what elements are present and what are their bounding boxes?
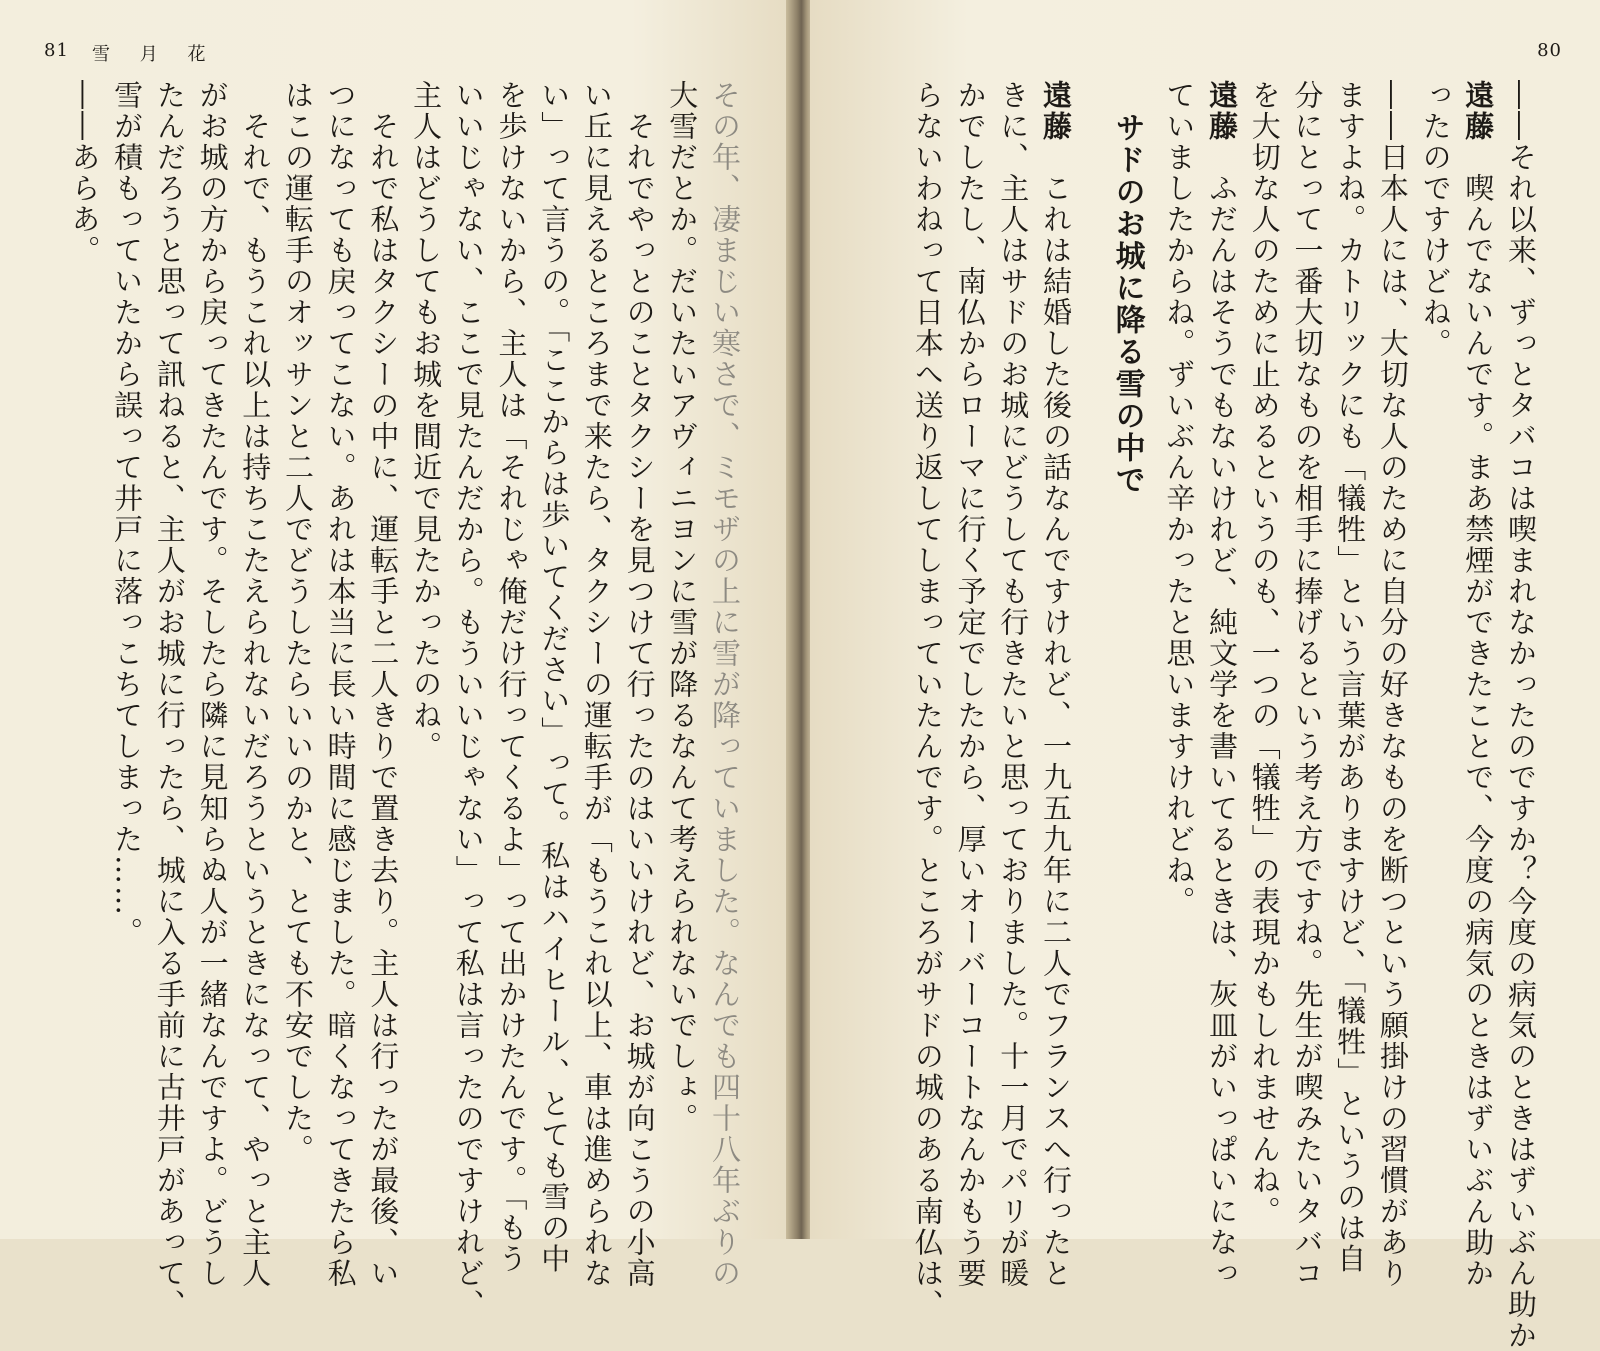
section-heading: サドのお城に降る雪の中で — [1109, 112, 1145, 496]
line-text: はこの運転手のオッサンと二人でどうしたらいいのかと、とても不安でした。 — [280, 80, 315, 1165]
line-text: を歩けないから、主人は「それじゃ俺だけ行ってくるよ」って出かけたんです。「もう — [494, 80, 529, 1275]
text-line — [532, 80, 575, 1275]
text-line — [1499, 80, 1542, 1351]
text-line — [63, 80, 106, 1160]
speaker-name: 遠藤 — [1461, 80, 1496, 142]
line-text: ――それ以来、ずっとタバコは喫まれなかったのですか？今度の病気のときはずいぶん助か — [1504, 80, 1538, 1351]
text-line — [447, 80, 490, 1320]
text-line — [191, 80, 234, 1289]
line-text: その年、凄まじい寒さで、ミモザの上に雪が降っていました。なんでも四十八年ぶりの — [708, 80, 742, 1289]
text-line — [1371, 80, 1414, 1289]
page-number-right: 80 — [1537, 40, 1562, 61]
line-text: を大切な人のために止めるというのも、一つの「犠牲」の表現かもしれませんね。 — [1247, 80, 1282, 1227]
text-line — [618, 80, 661, 1289]
text-line — [234, 80, 277, 1289]
text-line — [105, 80, 148, 1160]
line-text: 分にとって一番大切なものを相手に捧げるという考え方ですね。先生が喫みたいタバコ — [1290, 80, 1325, 1289]
line-text: かでしたし、南仏からローマに行く予定でしたから、厚いオーバーコートなんかもう要 — [953, 80, 988, 1289]
text-line — [1328, 80, 1371, 1275]
line-text: たんだろうと思って訊ねると、主人がお城に行ったら、城に入る手前に古井戸があって、 — [152, 80, 187, 1320]
text-line — [148, 80, 191, 1320]
line-text: いいじゃない、ここで見たんだから。もういいじゃない」って私は言ったのですけれど、 — [451, 80, 486, 1320]
line-text: それで私はタクシーの中に、運転手と二人きりで置き去り。主人は行ったが最後、い — [366, 80, 401, 1289]
right-text-block — [822, 80, 1542, 1351]
text-line — [276, 80, 319, 1165]
text-line — [661, 80, 704, 1160]
text-line — [575, 80, 618, 1289]
line-text: ますよね。カトリックにも「犠牲」という言葉がありますけど、「犠牲」というのは自 — [1333, 80, 1368, 1275]
running-head: 雪 月 花 — [92, 44, 218, 65]
text-line — [992, 80, 1035, 1289]
line-text: 雪が積もっていたから誤って井戸に落っこちてしまった……。 — [110, 80, 145, 948]
speaker-name: 遠藤 — [1205, 80, 1240, 142]
line-text: ――あらあ。 — [67, 80, 102, 266]
text-line — [1457, 80, 1500, 1289]
line-text: これは結婚した後の話なんですけれど、一九五九年に二人でフランスへ行ったと — [1038, 142, 1073, 1289]
text-line — [1200, 80, 1243, 1289]
line-text: い」って言うの。「ここからは歩いてください」って。私はハイヒール、とても雪の中 — [537, 80, 572, 1275]
speaker-name: 遠藤 — [1038, 80, 1073, 142]
line-text: 主人はどうしてもお城を間近で見たかったのね。 — [409, 80, 444, 762]
left-text-block — [26, 80, 746, 1320]
left-page — [0, 0, 790, 1320]
line-text: 大雪だとか。だいたいアヴィニヨンに雪が降るなんて考えられないでしょ。 — [665, 80, 700, 1134]
text-line — [1034, 80, 1077, 1289]
text-line — [319, 80, 362, 1289]
text-line — [1243, 80, 1286, 1227]
text-line — [1414, 80, 1457, 1160]
line-text: らないわねって日本へ送り返してしまっていたんです。ところがサドの城のある南仏は、 — [910, 80, 945, 1320]
line-text: ふだんはそうでもないけれど、純文学を書いてるときは、灰皿がいっぱいになっ — [1205, 142, 1240, 1289]
text-line — [404, 80, 447, 1160]
text-line — [949, 80, 992, 1289]
line-text: 喫んでないんです。まあ禁煙ができたことで、今度の病気のときはずいぶん助か — [1461, 142, 1496, 1289]
line-text: がお城の方から戻ってきたんです。そしたら隣に見知らぬ人が一緒なんですよ。どうし — [195, 80, 230, 1289]
line-text: それでやっとのことタクシーを見つけて行ったのはいいけれど、お城が向こうの小高 — [622, 80, 657, 1289]
text-line — [906, 80, 949, 1320]
text-line — [1158, 80, 1201, 1160]
right-page — [810, 0, 1600, 1351]
page-number-left: 81 — [44, 40, 69, 61]
text-line — [1286, 80, 1329, 1289]
line-text: ――日本人には、大切な人のために自分の好きなものを断つという願掛けの習慣があり — [1375, 80, 1410, 1289]
text-line — [362, 80, 405, 1289]
line-text: ったのですけどね。 — [1418, 80, 1453, 359]
line-text: つになっても戻ってこない。あれは本当に長い時間に感じました。暗くなってきたら私 — [323, 80, 358, 1289]
line-text: ていましたからね。ずいぶん辛かったと思いますけれどね。 — [1162, 80, 1197, 917]
line-text: きに、主人はサドのお城にどうしても行きたいと思っておりました。十一月でパリが暖 — [996, 80, 1031, 1289]
line-text: い丘に見えるところまで来たら、タクシーの運転手が「もうこれ以上、車は進められな — [579, 80, 614, 1289]
text-line — [703, 80, 746, 1289]
text-line — [490, 80, 533, 1275]
line-text: それで、もうこれ以上は持ちこたえられないだろうというときになって、やっと主人 — [238, 80, 273, 1289]
